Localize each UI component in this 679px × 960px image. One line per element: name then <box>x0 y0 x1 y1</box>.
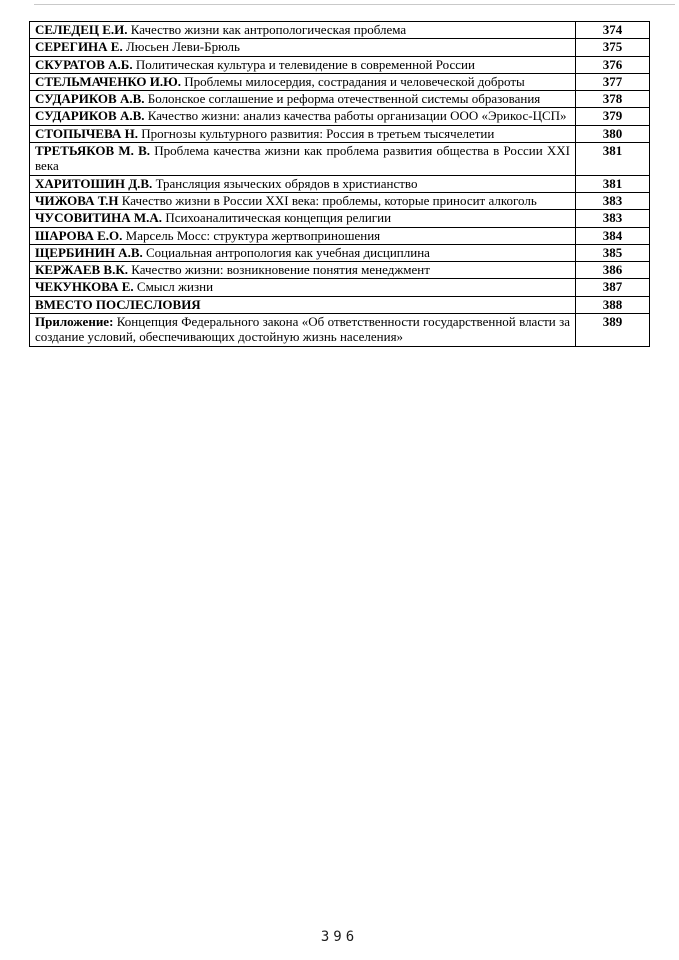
toc-entry-cell <box>30 192 576 209</box>
toc-entry-cell <box>30 91 576 108</box>
toc-entry-title: Качество жизни в России XXI века: проблемы, которые приносит алкоголь <box>121 192 537 208</box>
toc-entry-page: 384 <box>576 227 650 244</box>
toc-entry-title: Проблема качества жизни как проблема развития общества в России XXI века <box>35 143 570 174</box>
toc-entry-title: Психоаналитическая концепция религии <box>165 210 392 226</box>
toc-entry-cell <box>30 210 576 227</box>
toc-entry-cell <box>30 22 576 39</box>
toc-row <box>30 22 650 39</box>
toc-row <box>30 296 650 313</box>
toc-entry-page: 379 <box>576 108 650 125</box>
toc-entry-author: ЧЕКУНКОВА Е. <box>35 279 137 295</box>
toc-entry-page: 389 <box>576 314 650 347</box>
toc-table <box>29 21 650 347</box>
toc-entry-cell <box>30 244 576 261</box>
toc-entry-cell <box>30 175 576 192</box>
toc-entry-cell <box>30 227 576 244</box>
toc-row <box>30 192 650 209</box>
toc-entry-cell <box>30 73 576 90</box>
toc-entry-title: Марсель Мосс: структура жертвоприношения <box>125 227 381 243</box>
toc-row <box>30 143 650 176</box>
toc-entry-title: Болонское соглашение и реформа отечественной системы образования <box>147 91 541 107</box>
toc-entry-author: ХАРИТОШИН Д.В. <box>35 175 156 191</box>
toc-entry-page: 383 <box>576 192 650 209</box>
toc-entry-page: 378 <box>576 91 650 108</box>
toc-entry-title: Люсьен Леви-Брюль <box>125 39 240 55</box>
toc-row <box>30 108 650 125</box>
toc-entry-page: 380 <box>576 125 650 142</box>
toc-row <box>30 39 650 56</box>
toc-row <box>30 244 650 261</box>
toc-entry-author: ВМЕСТО ПОСЛЕСЛОВИЯ <box>35 296 201 312</box>
toc-entry-author: КЕРЖАЕВ В.К. <box>35 262 132 278</box>
toc-entry-author: ЧУСОВИТИНА М.А. <box>35 210 166 226</box>
toc-entry-cell <box>30 262 576 279</box>
toc-entry-cell <box>30 108 576 125</box>
toc-entry-cell <box>30 39 576 56</box>
toc-entry-author: СУДАРИКОВ А.В. <box>35 91 148 107</box>
toc-entry-title: Качество жизни: анализ качества работы организации ООО «Эрикос-ЦСП» <box>147 108 567 124</box>
toc-entry-author: СТЕЛЬМАЧЕНКО И.Ю. <box>35 73 185 89</box>
toc-row <box>30 175 650 192</box>
toc-row <box>30 227 650 244</box>
toc-entry-author: ТРЕТЬЯКОВ М. В. <box>35 143 155 159</box>
toc-entry-author: ШАРОВА Е.О. <box>35 227 126 243</box>
toc-row <box>30 314 650 347</box>
toc-entry-page: 386 <box>576 262 650 279</box>
toc-row <box>30 73 650 90</box>
toc-entry-author: СТОПЫЧЕВА Н. <box>35 125 142 141</box>
toc-row <box>30 125 650 142</box>
toc-entry-cell <box>30 56 576 73</box>
toc-entry-title: Трансляция языческих обрядов в христианство <box>155 175 418 191</box>
toc-entry-author: СУДАРИКОВ А.В. <box>35 108 148 124</box>
toc-entry-cell <box>30 125 576 142</box>
toc-entry-page: 375 <box>576 39 650 56</box>
toc-entry-title: Смысл жизни <box>136 279 214 295</box>
toc-row <box>30 56 650 73</box>
toc-entry-author: ЩЕРБИНИН А.В. <box>35 244 146 260</box>
toc-row <box>30 279 650 296</box>
scan-artifact-line <box>34 4 675 5</box>
toc-entry-title: Социальная антропология как учебная дисциплина <box>146 244 430 260</box>
toc-entry-title: Прогнозы культурного развития: Россия в третьем тысячелетии <box>141 125 495 141</box>
toc-row <box>30 262 650 279</box>
toc-row <box>30 91 650 108</box>
toc-entry-page: 374 <box>576 22 650 39</box>
toc-entry-page: 381 <box>576 143 650 176</box>
toc-entry-title: Проблемы милосердия, сострадания и человеческой доброты <box>184 73 525 89</box>
toc-entry-author: СЕРЕГИНА Е. <box>35 39 126 55</box>
toc-entry-author: ЧИЖОВА Т.Н <box>35 192 122 208</box>
toc-entry-title: Качество жизни как антропологическая проблема <box>130 22 407 37</box>
toc-entry-cell <box>30 279 576 296</box>
toc-entry-page: 377 <box>576 73 650 90</box>
toc-entry-title: Концепция Федерального закона «Об ответственности государственной власти за создание условий, обеспечивающих достойную жизнь населения» <box>35 314 571 345</box>
toc-entry-cell <box>30 314 576 347</box>
toc-entry-title: Качество жизни: возникновение понятия менеджмент <box>131 262 430 278</box>
toc-entry-author: СКУРАТОВ А.Б. <box>35 56 136 72</box>
toc-entry-page: 383 <box>576 210 650 227</box>
toc-entry-cell <box>30 296 576 313</box>
toc-entry-page: 388 <box>576 296 650 313</box>
toc-entry-author: СЕЛЕДЕЦ Е.И. <box>35 22 131 37</box>
toc-entry-page: 376 <box>576 56 650 73</box>
page-number: 396 <box>320 929 359 945</box>
toc-entry-title: Политическая культура и телевидение в современной России <box>135 56 475 72</box>
toc-entry-cell <box>30 143 576 176</box>
toc-entry-page: 381 <box>576 175 650 192</box>
toc-entry-page: 387 <box>576 279 650 296</box>
toc-entry-page: 385 <box>576 244 650 261</box>
toc-entry-author: Приложение: <box>35 314 117 330</box>
toc-row <box>30 210 650 227</box>
